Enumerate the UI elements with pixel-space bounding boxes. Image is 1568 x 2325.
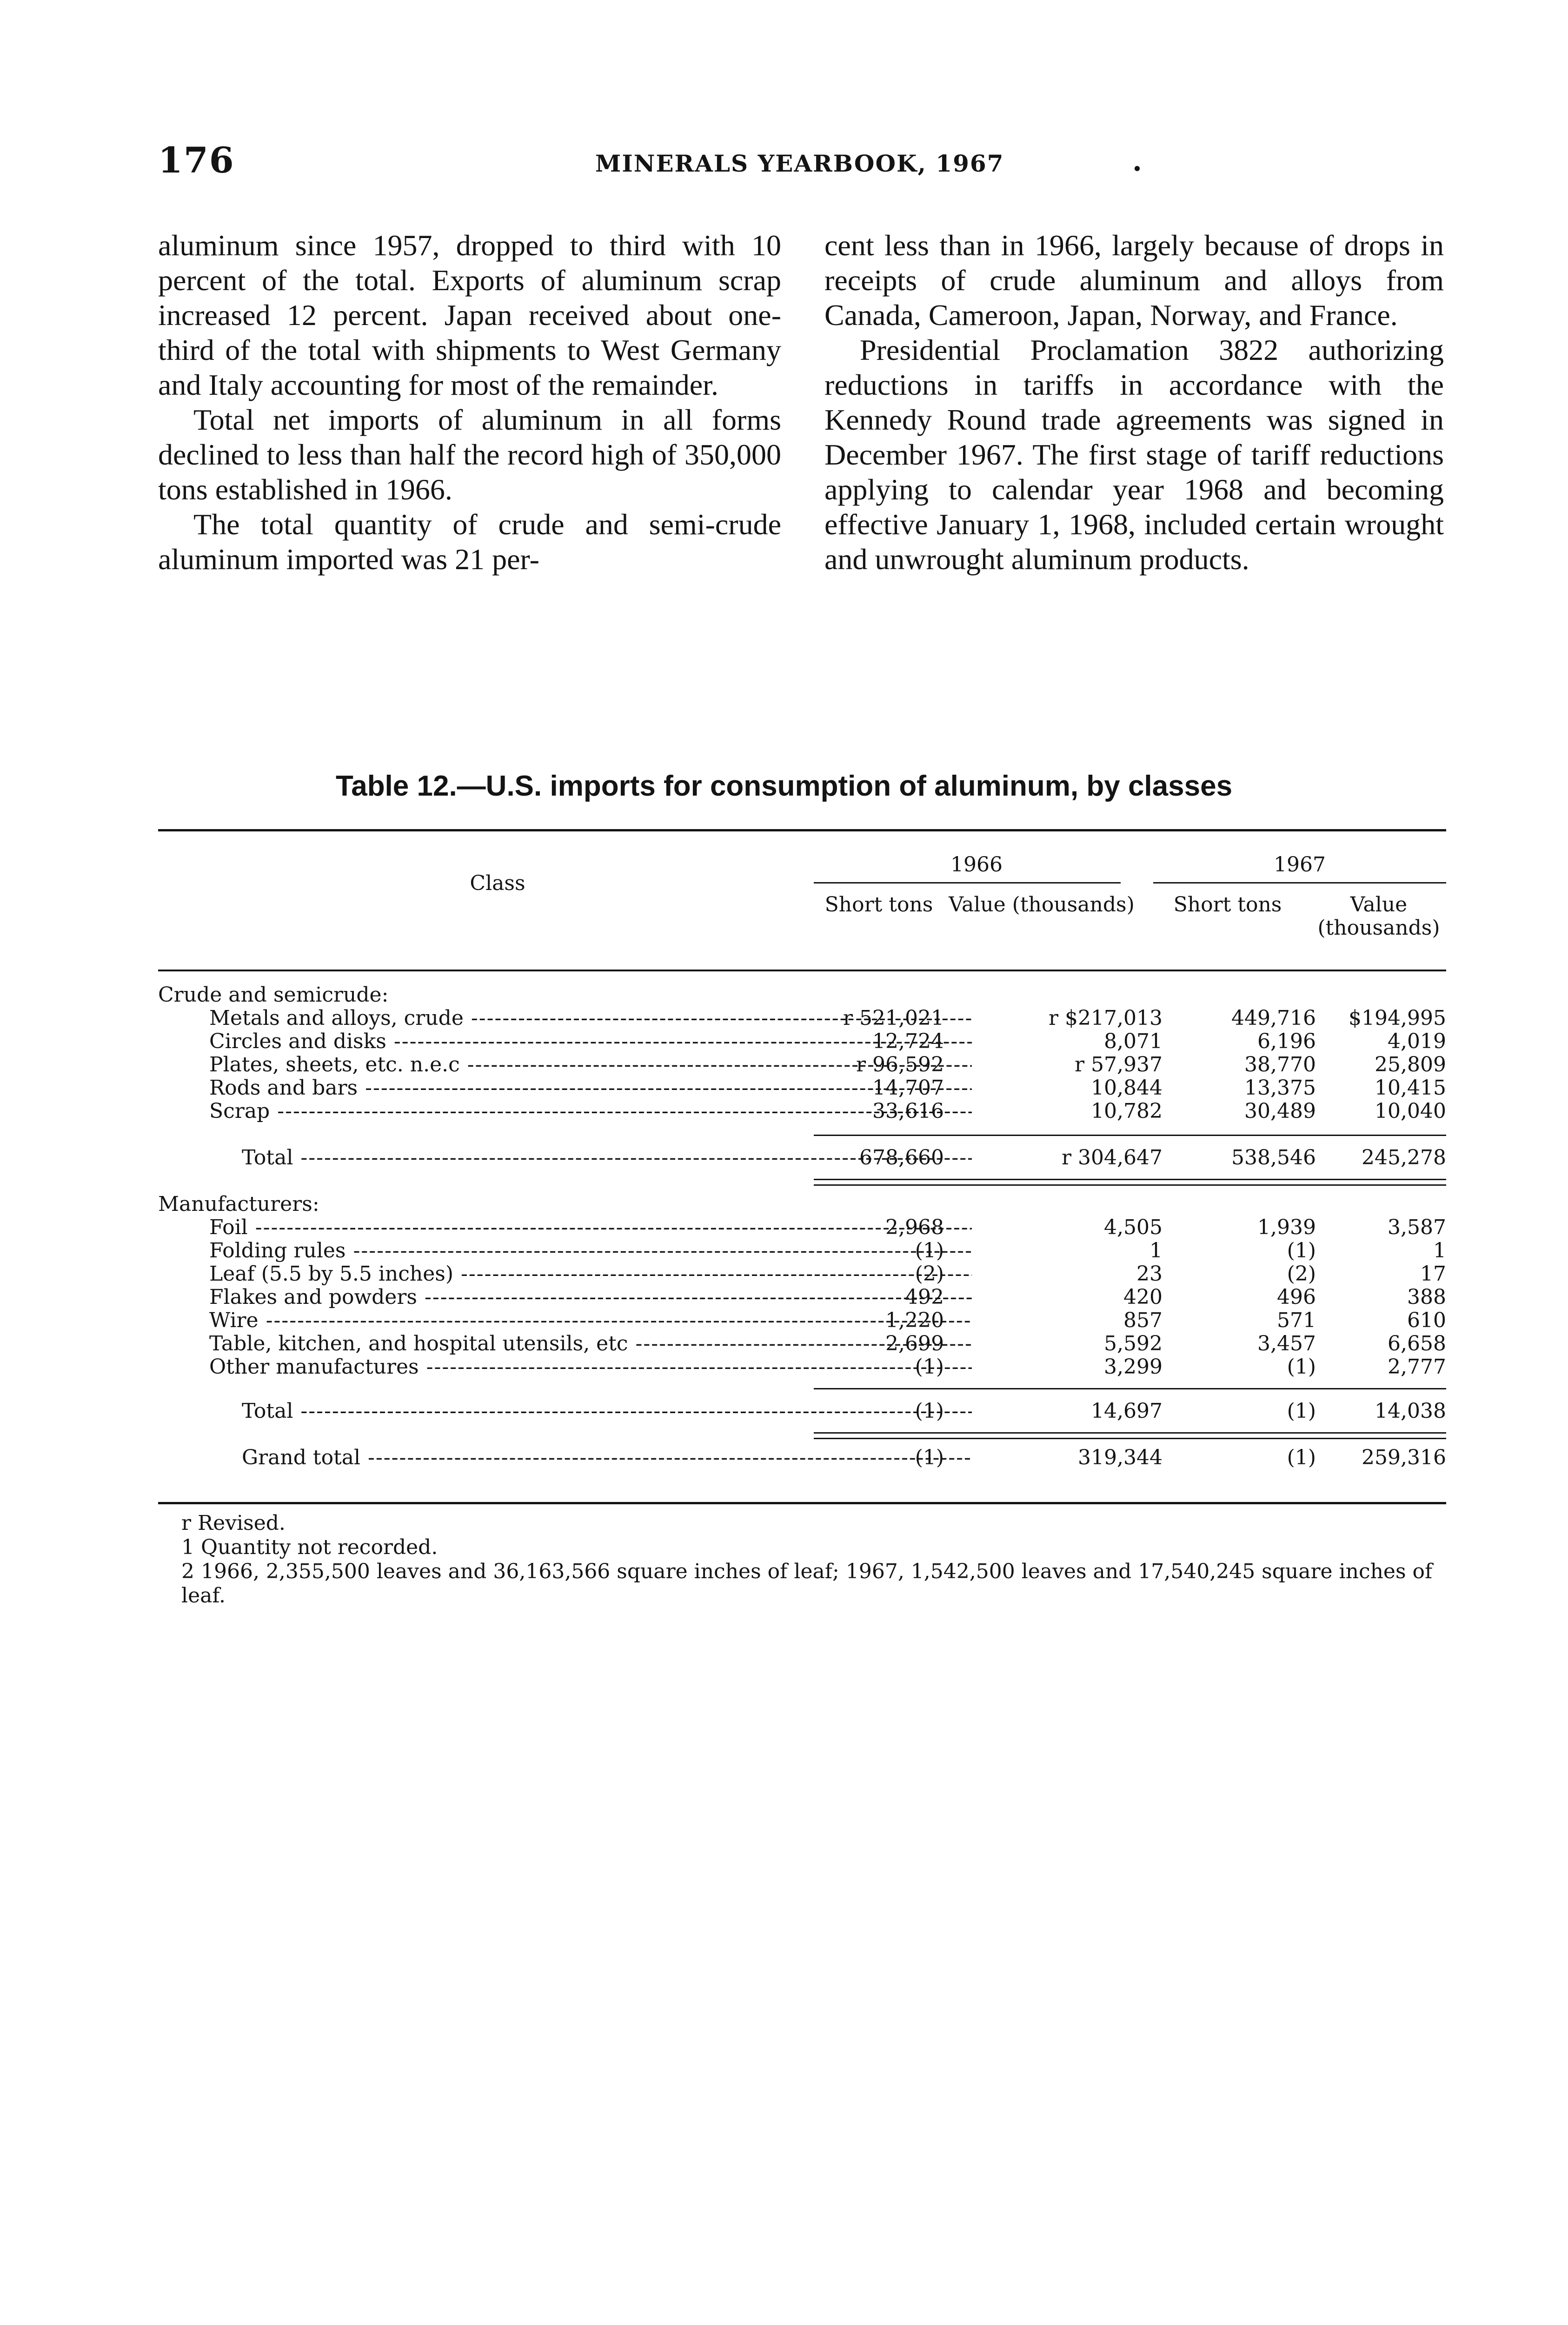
table-row [158, 1309, 1446, 1332]
cell: 571 [1277, 1309, 1316, 1332]
cell: 25,809 [1375, 1053, 1446, 1076]
left-text-column [158, 228, 781, 577]
table-row [158, 1030, 1446, 1053]
table-row [158, 1355, 1446, 1379]
cell: r 521,021 [843, 1006, 944, 1030]
section-label: Manufacturers: [158, 1193, 319, 1216]
right-text-column [824, 228, 1444, 577]
cell: 6,196 [1257, 1030, 1316, 1053]
footnote: r Revised. [181, 1511, 286, 1535]
cell: 1 [1149, 1239, 1163, 1262]
running-title: MINERALS YEARBOOK, 1967 [595, 150, 1004, 177]
table-row [158, 1332, 1446, 1355]
cell: (1) [1287, 1446, 1316, 1469]
footnote: 1 Quantity not recorded. [181, 1535, 438, 1559]
year-header-1967: 1967 [1274, 853, 1326, 877]
cell: 4,505 [1104, 1216, 1163, 1239]
table-row [158, 1076, 1446, 1100]
table-row [158, 1053, 1446, 1076]
table-title: Table 12.—U.S. imports for consumption of aluminum, by classes [335, 770, 1233, 802]
cell: 10,782 [1091, 1099, 1163, 1123]
cell: 8,071 [1104, 1030, 1163, 1053]
cell: 449,716 [1231, 1006, 1316, 1030]
cell: 5,592 [1104, 1332, 1163, 1355]
double-rule-top [814, 1179, 1446, 1180]
cell: (1) [1287, 1399, 1316, 1423]
cell: 14,697 [1091, 1399, 1163, 1423]
cell: 3,587 [1388, 1216, 1446, 1239]
cell: 538,546 [1231, 1146, 1316, 1169]
cell: 1,939 [1257, 1216, 1316, 1239]
table-row [158, 1262, 1446, 1286]
cell: 319,344 [1078, 1446, 1163, 1469]
section-row [158, 983, 1446, 1007]
cell: 3,299 [1104, 1355, 1163, 1379]
subheader-value-1966: Value (thousands) [949, 893, 1135, 917]
table-row [158, 1216, 1446, 1239]
row-label: Scrap ----- [209, 1100, 972, 1123]
table-row [158, 1286, 1446, 1309]
double-rule-top [814, 1432, 1446, 1434]
row-label: Total ----- [242, 1400, 972, 1423]
class-header: Class [470, 871, 525, 895]
cell: (1) [1287, 1239, 1316, 1262]
grand-total-row [158, 1446, 1446, 1469]
cell: $194,995 [1349, 1006, 1446, 1030]
cell: (1) [915, 1239, 944, 1262]
header-mark: . [1132, 145, 1142, 178]
cell: 678,660 [859, 1146, 944, 1169]
year-1967-underline [1153, 882, 1446, 884]
cell: 420 [1123, 1285, 1163, 1309]
cell: 492 [905, 1285, 944, 1309]
cell: 6,658 [1388, 1332, 1446, 1355]
cell: (2) [915, 1262, 944, 1286]
paragraph: The total quantity of crude and semi-crude aluminum imported was 21 per- [158, 508, 781, 576]
paragraph: aluminum since 1957, dropped to third with 10 percent of the total. Exports of aluminum scrap increased 12 percent. Japan received about one-third of the total with shipments to West Germany and Italy accounting for most of the remainder. [158, 229, 781, 401]
row-label: Metals and alloys, crude ----- [209, 1007, 972, 1030]
row-label: Rods and bars ----- [209, 1076, 972, 1100]
cell: 857 [1123, 1309, 1163, 1332]
cell: 30,489 [1244, 1099, 1316, 1123]
cell: 3,457 [1257, 1332, 1316, 1355]
subheader-value-1967: Value (thousands) [1317, 893, 1440, 940]
row-label: Leaf (5.5 by 5.5 inches) ----- [209, 1262, 972, 1286]
total-row [158, 1146, 1446, 1169]
row-label: Total ----- [242, 1146, 972, 1169]
cell: r 57,937 [1075, 1053, 1163, 1076]
cell: 388 [1407, 1285, 1446, 1309]
subheader-short-tons-1967: Short tons [1173, 893, 1282, 917]
row-label: Flakes and powders ----- [209, 1286, 972, 1309]
row-label: Table, kitchen, and hospital utensils, etc ----- [209, 1332, 972, 1355]
cell: 496 [1277, 1285, 1316, 1309]
cell: 10,844 [1091, 1076, 1163, 1100]
footnote: 2 1966, 2,355,500 leaves and 36,163,566 square inches of leaf; 1967, 1,542,500 leaves and 17,540,245 square inches of leaf. [181, 1560, 1433, 1608]
table-row [158, 1239, 1446, 1262]
cell: 1 [1433, 1239, 1446, 1262]
table-row [158, 1100, 1446, 1123]
cell: 38,770 [1244, 1053, 1316, 1076]
double-rule-bottom [814, 1438, 1446, 1439]
footnotes [158, 1511, 1446, 1608]
cell: 33,616 [872, 1099, 944, 1123]
paragraph: Presidential Proclamation 3822 authorizing reductions in tariffs in accordance with the Kennedy Round trade agreements was signed in December 1967. The first stage of tariff reductions applying to calendar year 1968 and becoming effective January 1, 1968, included certain wrought and unwrought aluminum products. [824, 333, 1444, 576]
table-top-rule [158, 829, 1446, 831]
cell: (1) [915, 1355, 944, 1379]
year-header-1966: 1966 [950, 853, 1003, 877]
subtotal-rule [814, 1388, 1446, 1389]
cell: 2,968 [885, 1216, 944, 1239]
row-label: Circles and disks ----- [209, 1030, 972, 1053]
page-number: 176 [158, 140, 235, 181]
cell: 14,038 [1375, 1399, 1446, 1423]
cell: 14,707 [872, 1076, 944, 1100]
cell: (1) [915, 1399, 944, 1423]
row-label: Other manufactures ----- [209, 1355, 972, 1379]
table-row [158, 1007, 1446, 1030]
row-label: Folding rules ----- [209, 1239, 972, 1262]
cell: 259,316 [1362, 1446, 1446, 1469]
row-label: Wire ----- [209, 1309, 972, 1332]
cell: (2) [1287, 1262, 1316, 1286]
row-label: Grand total ----- [242, 1446, 972, 1469]
subtotal-rule [814, 1135, 1446, 1136]
cell: r 96,592 [856, 1053, 944, 1076]
total-row [158, 1400, 1446, 1423]
cell: 2,777 [1388, 1355, 1446, 1379]
row-label: Plates, sheets, etc. n.e.c ----- [209, 1053, 972, 1076]
cell: 10,040 [1375, 1099, 1446, 1123]
cell: 1,220 [885, 1309, 944, 1332]
cell: r 304,647 [1062, 1146, 1163, 1169]
cell: 4,019 [1388, 1030, 1446, 1053]
cell: 10,415 [1375, 1076, 1446, 1100]
cell: 13,375 [1244, 1076, 1316, 1100]
table-bottom-rule [158, 1502, 1446, 1504]
double-rule-bottom [814, 1184, 1446, 1186]
section-label: Crude and semicrude: [158, 983, 389, 1007]
year-1966-underline [814, 882, 1121, 884]
cell: 2,699 [885, 1332, 944, 1355]
paragraph: Total net imports of aluminum in all forms declined to less than half the record high of 350,000 tons established in 1966. [158, 403, 781, 506]
cell: (1) [915, 1446, 944, 1469]
cell: 23 [1136, 1262, 1163, 1286]
cell: 245,278 [1362, 1146, 1446, 1169]
cell: 17 [1420, 1262, 1446, 1286]
header-bottom-rule [158, 970, 1446, 971]
cell: 12,724 [872, 1030, 944, 1053]
section-row [158, 1193, 1446, 1216]
row-label: Foil ----- [209, 1216, 972, 1239]
subheader-short-tons-1966: Short tons [824, 893, 933, 917]
cell: (1) [1287, 1355, 1316, 1379]
paragraph: cent less than in 1966, largely because of drops in receipts of crude aluminum and alloys from Canada, Cameroon, Japan, Norway, and France. [824, 229, 1444, 332]
cell: 610 [1407, 1309, 1446, 1332]
cell: r $217,013 [1049, 1006, 1163, 1030]
